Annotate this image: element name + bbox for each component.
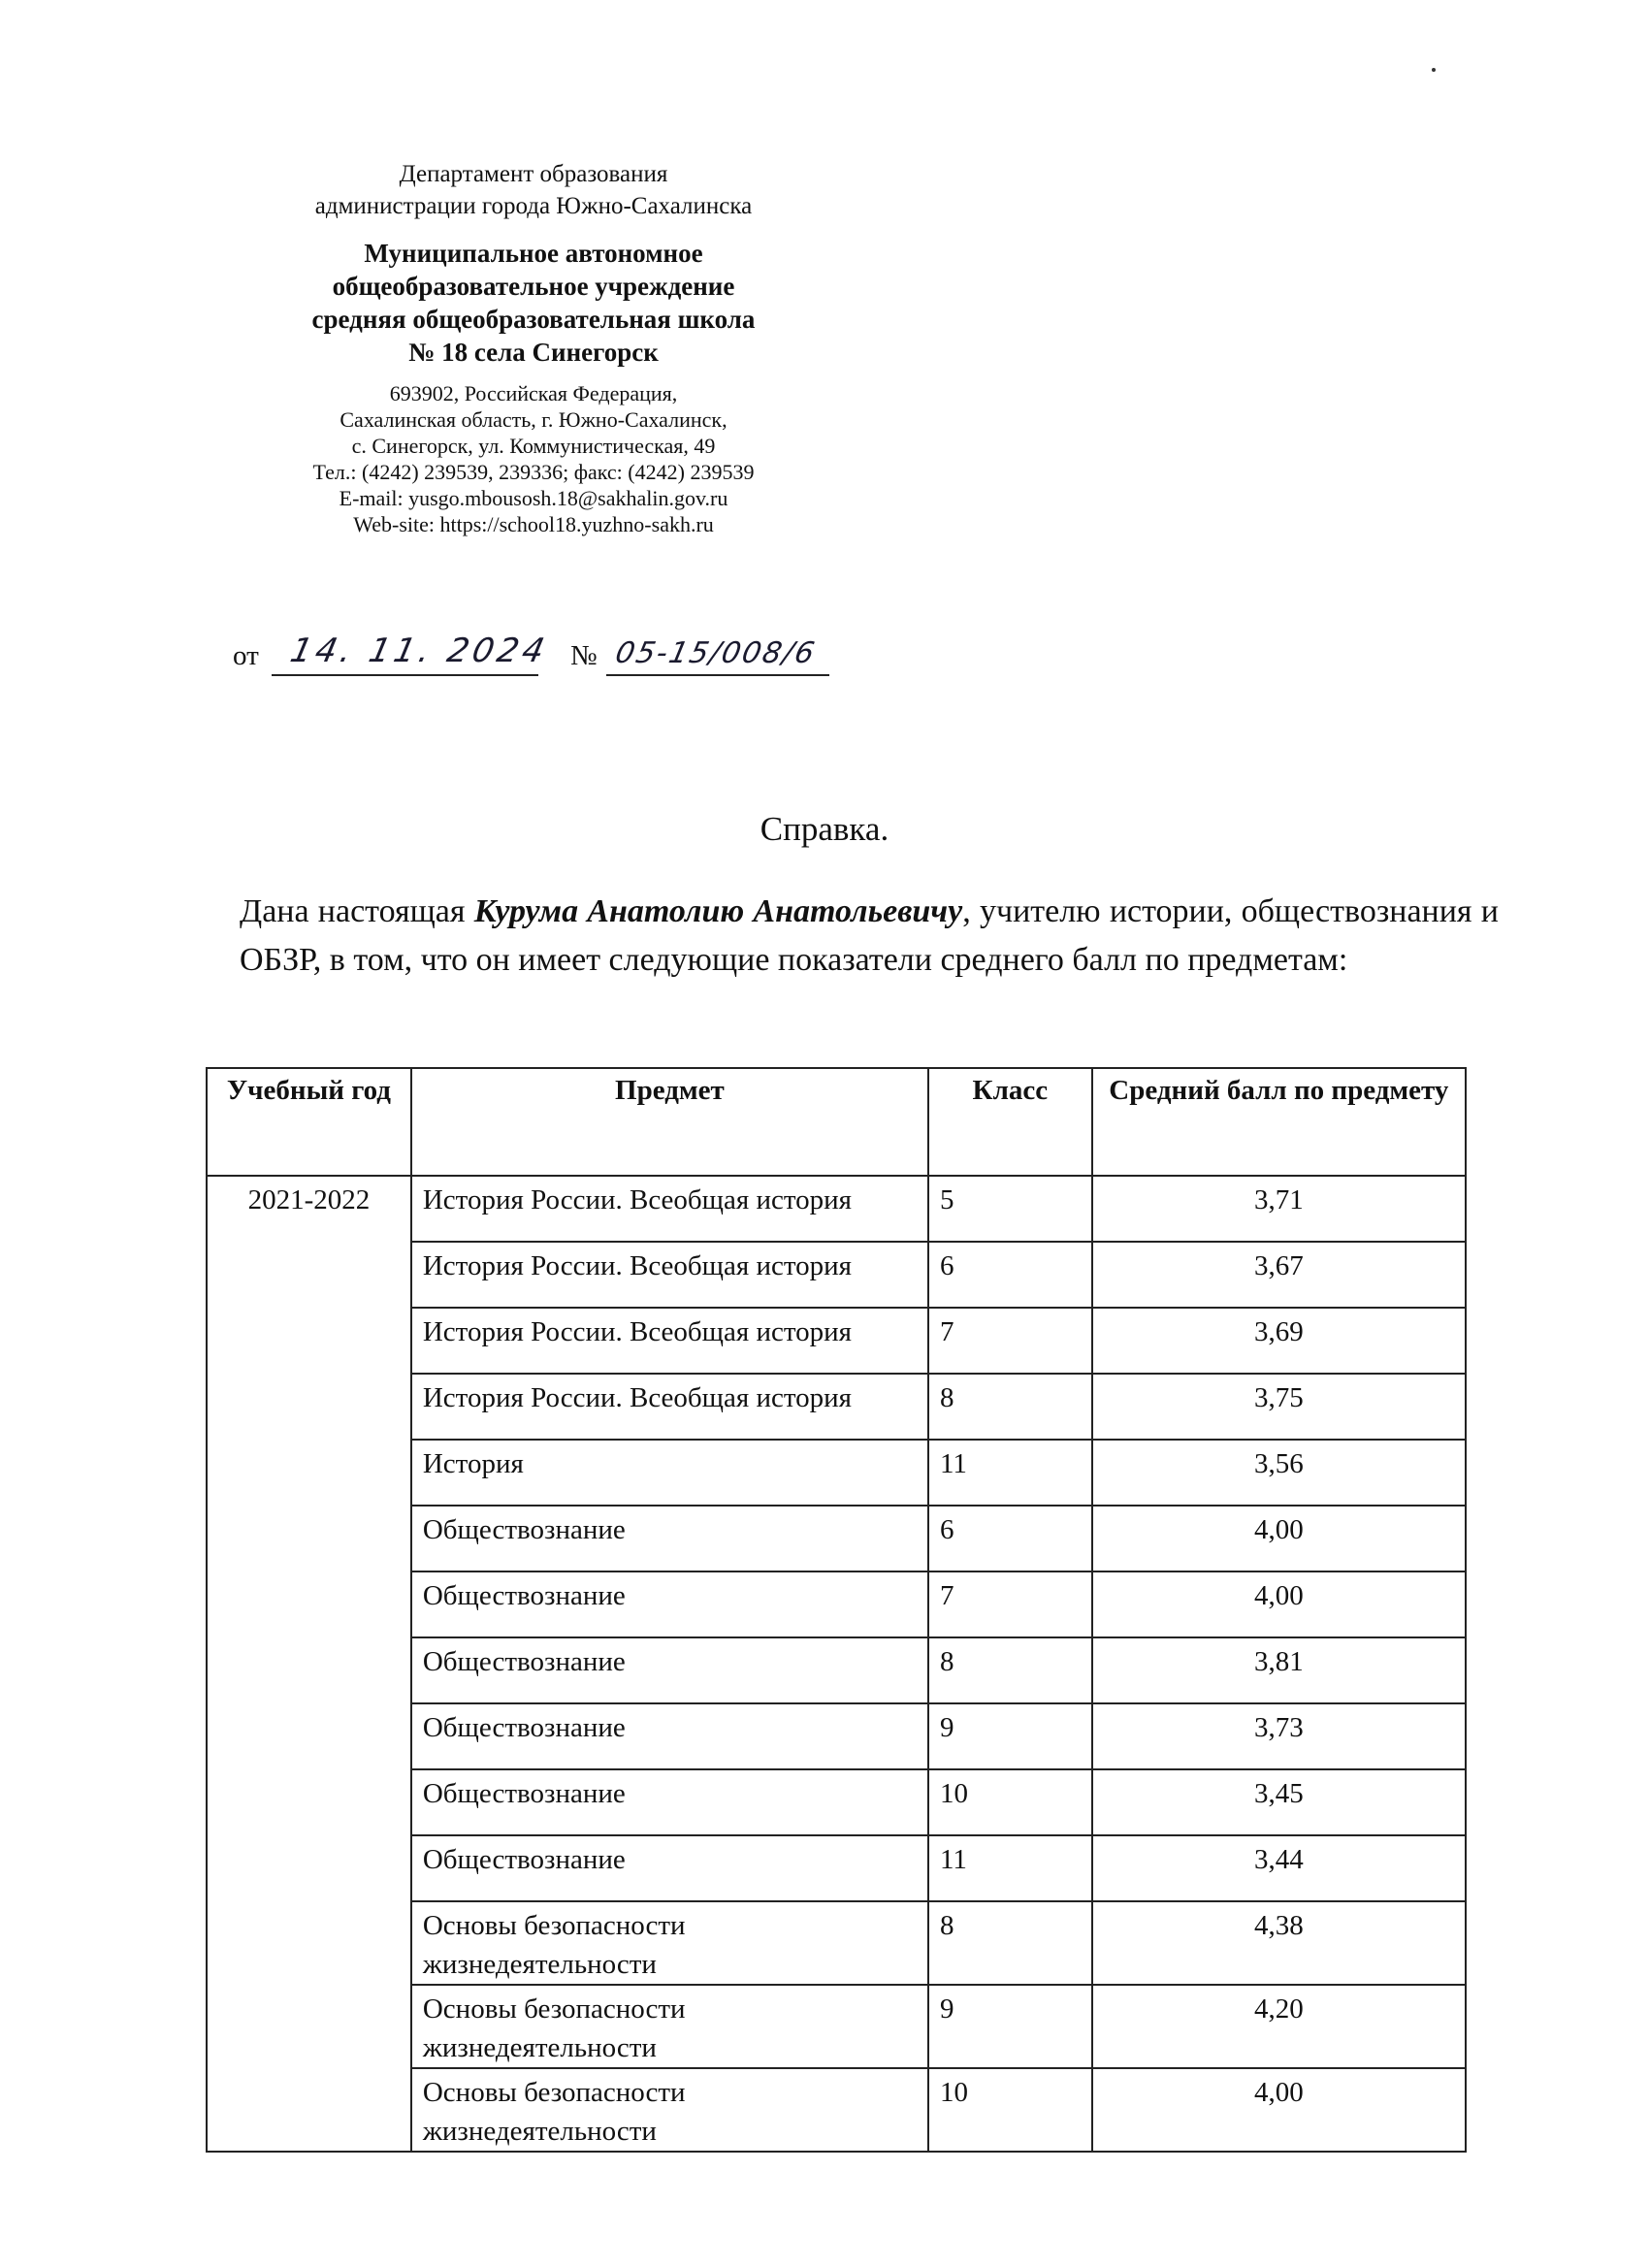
number-underline bbox=[606, 674, 829, 676]
subject-cell: Основы безопасности жизнедеятельности bbox=[411, 1985, 928, 2068]
grades-table bbox=[206, 1067, 1467, 2153]
letterhead bbox=[242, 158, 824, 537]
school-name-line: средняя общеобразовательная школа bbox=[311, 305, 756, 334]
grade-cell: 9 bbox=[928, 1703, 1092, 1769]
average-cell: 3,69 bbox=[1092, 1308, 1466, 1374]
school-name bbox=[242, 237, 824, 369]
intro-paragraph bbox=[240, 888, 1499, 985]
average-cell: 3,56 bbox=[1092, 1440, 1466, 1506]
average-cell: 3,81 bbox=[1092, 1637, 1466, 1703]
address-line: Сахалинская область, г. Южно-Сахалинск, bbox=[340, 407, 728, 432]
scan-speck bbox=[1432, 68, 1436, 72]
department-line: администрации города Южно-Сахалинска bbox=[314, 193, 753, 219]
grade-cell: 8 bbox=[928, 1637, 1092, 1703]
average-cell: 4,00 bbox=[1092, 1571, 1466, 1637]
subject-cell: Обществознание bbox=[411, 1835, 928, 1901]
address-line: 693902, Российская Федерация, bbox=[389, 381, 678, 405]
email-line: E-mail: yusgo.mbousosh.18@sakhalin.gov.ru bbox=[339, 486, 728, 510]
subject-cell: История bbox=[411, 1440, 928, 1506]
header-grade: Класс bbox=[928, 1068, 1092, 1176]
header-year: Учебный год bbox=[207, 1068, 411, 1176]
year-cell: 2021-2022 bbox=[207, 1176, 411, 2152]
table-header-row bbox=[207, 1068, 1466, 1176]
average-cell: 3,73 bbox=[1092, 1703, 1466, 1769]
grade-cell: 8 bbox=[928, 1374, 1092, 1440]
document-title: Справка. bbox=[760, 810, 889, 848]
school-name-line: № 18 села Синегорск bbox=[408, 338, 659, 367]
grade-cell: 7 bbox=[928, 1571, 1092, 1637]
subject-cell: Обществознание bbox=[411, 1506, 928, 1571]
grade-cell: 10 bbox=[928, 1769, 1092, 1835]
grade-cell: 9 bbox=[928, 1985, 1092, 2068]
average-cell: 3,44 bbox=[1092, 1835, 1466, 1901]
average-cell: 4,20 bbox=[1092, 1985, 1466, 2068]
average-cell: 4,00 bbox=[1092, 1506, 1466, 1571]
website-line: Web-site: https://school18.yuzhno-sakh.ru bbox=[353, 512, 714, 536]
grade-cell: 8 bbox=[928, 1901, 1092, 1985]
number-label: № bbox=[570, 640, 598, 671]
average-cell: 4,00 bbox=[1092, 2068, 1466, 2152]
school-name-line: Муниципальное автономное bbox=[364, 239, 703, 268]
subject-cell: История России. Всеобщая история bbox=[411, 1374, 928, 1440]
registration-line bbox=[233, 626, 912, 684]
grade-cell: 7 bbox=[928, 1308, 1092, 1374]
grade-cell: 10 bbox=[928, 2068, 1092, 2152]
average-cell: 4,38 bbox=[1092, 1901, 1466, 1985]
subject-cell: История России. Всеобщая история bbox=[411, 1176, 928, 1242]
header-average: Средний балл по предмету bbox=[1092, 1068, 1466, 1176]
table-row bbox=[207, 1176, 1466, 1242]
address-line: с. Синегорск, ул. Коммунистическая, 49 bbox=[351, 434, 716, 458]
handwritten-number: 05-15/008/6 bbox=[612, 636, 820, 670]
subject-cell: Обществознание bbox=[411, 1637, 928, 1703]
average-cell: 3,71 bbox=[1092, 1176, 1466, 1242]
date-underline bbox=[272, 674, 538, 676]
grade-cell: 11 bbox=[928, 1440, 1092, 1506]
subject-cell: Основы безопасности жизнедеятельности bbox=[411, 1901, 928, 1985]
intro-text-end: , учителю истории, обществознания и ОБЗР, в том, что он имеет следующие показатели среднего балл по предметам: bbox=[240, 893, 1499, 978]
phone-line: Тел.: (4242) 239539, 239336; факс: (4242) 239539 bbox=[312, 460, 755, 484]
subject-cell: Обществознание bbox=[411, 1769, 928, 1835]
date-label: от bbox=[233, 640, 259, 671]
header-subject: Предмет bbox=[411, 1068, 928, 1176]
average-cell: 3,67 bbox=[1092, 1242, 1466, 1308]
teacher-name: Курума Анатолию Анатольевичу bbox=[473, 893, 963, 929]
average-cell: 3,45 bbox=[1092, 1769, 1466, 1835]
department-name bbox=[242, 158, 824, 222]
subject-cell: Обществознание bbox=[411, 1703, 928, 1769]
grade-cell: 6 bbox=[928, 1242, 1092, 1308]
subject-cell: Основы безопасности жизнедеятельности bbox=[411, 2068, 928, 2152]
subject-cell: Обществознание bbox=[411, 1571, 928, 1637]
subject-cell: История России. Всеобщая история bbox=[411, 1308, 928, 1374]
school-contacts bbox=[242, 380, 824, 537]
department-line: Департамент образования bbox=[399, 161, 668, 187]
intro-text-start: Дана настоящая bbox=[240, 893, 474, 929]
handwritten-date: 14. 11. 2024 bbox=[286, 632, 552, 670]
grade-cell: 5 bbox=[928, 1176, 1092, 1242]
grade-cell: 11 bbox=[928, 1835, 1092, 1901]
average-cell: 3,75 bbox=[1092, 1374, 1466, 1440]
subject-cell: История России. Всеобщая история bbox=[411, 1242, 928, 1308]
school-name-line: общеобразовательное учреждение bbox=[332, 272, 735, 301]
grade-cell: 6 bbox=[928, 1506, 1092, 1571]
